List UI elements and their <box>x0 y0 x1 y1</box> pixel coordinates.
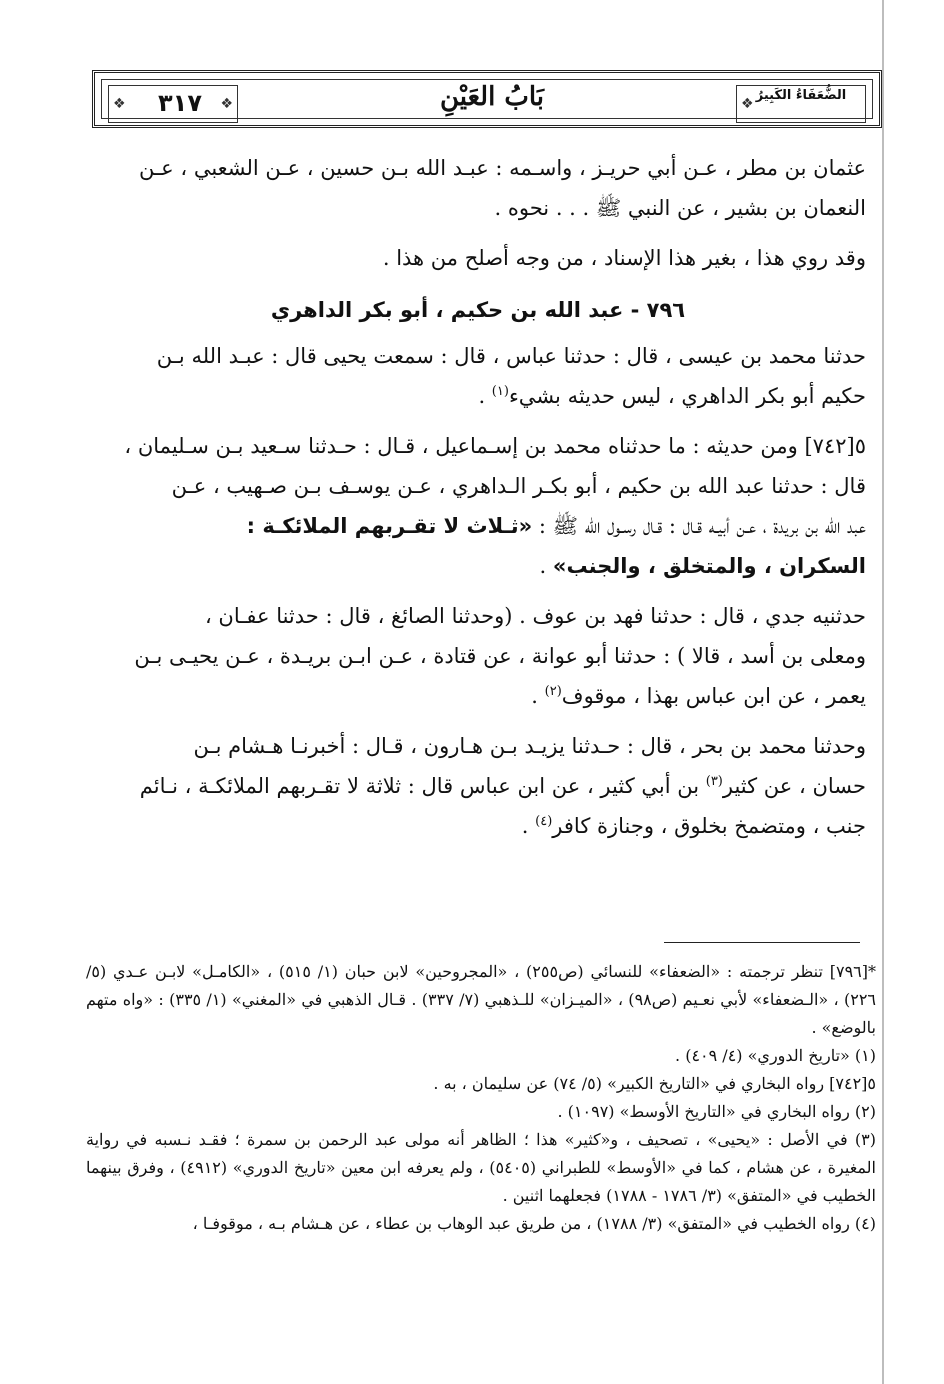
text-line <box>90 766 866 806</box>
footnote-ref: (٢) <box>544 684 562 699</box>
text-segment: . <box>478 384 492 408</box>
text-segment: جنب ، ومتضمخ بخلوق ، وجنازة كافر <box>552 814 866 838</box>
text-segment: حسان ، عن كثير <box>722 774 866 798</box>
chapter-title: بَابُ العَيْنِ <box>439 82 544 112</box>
ornament-icon: ❖ <box>741 96 754 112</box>
footnote: ٥[٧٤٢] رواه البخاري في «التاريخ الكبير» (٥/ ٧٤) عن سليمان ، به . <box>433 1074 876 1093</box>
ornament-icon: ❖ <box>113 96 126 112</box>
text-line: ٥[٧٤٢] ومن حديثه : ما حدثناه محمد بن إسـماعيل ، قـال : حـدثنا سـعيد بـن سـليمان ، <box>124 434 866 458</box>
text-line: النعمان بن بشير ، عن النبي ﷺ . . . نحوه . <box>494 196 866 220</box>
text-line: ومعلى بن أسد ، قالا ) : حدثنا أبو عوانة ، عن قتادة ، عـن ابـن بريـدة ، عـن يحيـى بـن <box>134 644 866 668</box>
text-segment: . <box>531 684 545 708</box>
text-line <box>90 546 866 586</box>
main-text <box>90 148 866 846</box>
text-segment: حكيم أبو بكر الداهري ، ليس حديثه بشيء <box>508 384 866 408</box>
footnote: (٣) في الأصل : «يحيى» ، تصحيف ، و«كثير» هذا ؛ الظاهر أنه مولى عبد الرحمن بن سمرة ؛ فقـد نـسبه في رواية المغيرة ، عن هشام ، كما في «الأوسط» للطبراني (٥٤٠٥) ، ولم يعرفه ابن معين «تاريخ الدوري» (٤٩١٢) ، وفرق بينهما الخطيب في «المتفق» (٣/ ١٧٨٦ - ١٧٨٨) فجعلهما اثنين . <box>86 1130 876 1205</box>
text-line: حدثنا محمد بن عيسى ، قال : حدثنا عباس ، قال : سمعت يحيى قال : عبـد الله بـن <box>156 344 866 368</box>
text-line: وحدثنا محمد بن بحر ، قال : حـدثنا يزيـد بـن هـارون ، قـال : أخبرنـا هـشام بـن <box>193 734 866 758</box>
text-segment: عبد الله بن بريدة ، عـن أبيـه قـال : قـال رسـول الله ﷺ : <box>538 514 866 538</box>
footnote-ref: (٣) <box>705 774 723 789</box>
footnote: (٤) رواه الخطيب في «المتفق» (٣/ ١٧٨٨) ، من طريق عبد الوهاب بن عطاء ، عن هـشام بـه ، موقوفـا ، <box>192 1214 876 1233</box>
hadith-quote: السكران ، والمتخلق ، والجنب» <box>552 554 866 578</box>
footnote: *[٧٩٦] تنظر ترجمته : «الضعفاء» للنسائي (ص٢٥٥) ، «المجروحين» لابن حبان (١/ ٥١٥) ، «الكامـل» لابـن عـدي (٥/ ٢٢٦) ، «الـضعفاء» لأبي نعـيم (ص٩٨) ، «الميـزان» للـذهبي (٧/ ٣٣٧) . قـال الذهبي في «المغني» (١/ ٣٣٥) : «واه متهم بالوضع» . <box>86 962 877 1037</box>
note-paragraph: وقد روي هذا ، بغير هذا الإسناد ، من وجه أصلح من هذا . <box>382 246 866 270</box>
footnotes <box>86 958 876 1238</box>
book-logo: الضُّعَفَاءُ الكَبِيرُ <box>755 88 847 103</box>
ornament-icon: ❖ <box>220 96 233 112</box>
book-logo-cartouche <box>736 85 866 123</box>
text-line <box>90 676 866 716</box>
page-edge-line <box>882 0 884 1384</box>
text-line: حدثنيه جدي ، قال : حدثنا فهد بن عوف . (وحدثنا الصائغ ، قال : حدثنا عفـان ، <box>204 604 866 628</box>
footnote-ref: (١) <box>491 384 509 399</box>
footnote-ref: (٤) <box>535 814 553 829</box>
hadith-quote: «ثـلاث لا تقـربهم الملائكـة : <box>246 514 533 538</box>
text-segment: . <box>521 814 536 838</box>
text-line: عثمان بن مطر ، عـن أبي حريـز ، واسـمه : عبـد الله بـن حسين ، عـن الشعبي ، عـن <box>139 156 866 180</box>
footnote: (٢) رواه البخاري في «التاريخ الأوسط» (١٠٩٧) . <box>557 1102 876 1121</box>
text-line <box>90 806 866 846</box>
text-segment: . <box>539 554 553 578</box>
page-number: ٣١٧ <box>158 89 202 117</box>
text-segment: بن أبي كثير ، عن ابن عباس قال : ثلاثة لا تقـربهم الملائكـة ، نـائم <box>139 774 706 798</box>
text-segment: يعمر ، عن ابن عباس بهذا ، موقوف <box>561 684 866 708</box>
header-frame <box>101 79 873 119</box>
footnote-divider <box>664 942 860 943</box>
footnote: (١) «تاريخ الدوري» (٤/ ٤٠٩) . <box>675 1046 876 1065</box>
page-number-cartouche <box>108 85 238 123</box>
text-line <box>90 376 866 416</box>
page-header <box>92 70 882 128</box>
entry-heading: ٧٩٦ - عبد الله بن حكيم ، أبو بكر الداهري <box>270 298 686 322</box>
text-line <box>90 506 866 546</box>
text-line: قال : حدثنا عبد الله بن حكيم ، أبو بكـر الـداهري ، عـن يوسـف بـن صـهيب ، عـن <box>171 474 866 498</box>
